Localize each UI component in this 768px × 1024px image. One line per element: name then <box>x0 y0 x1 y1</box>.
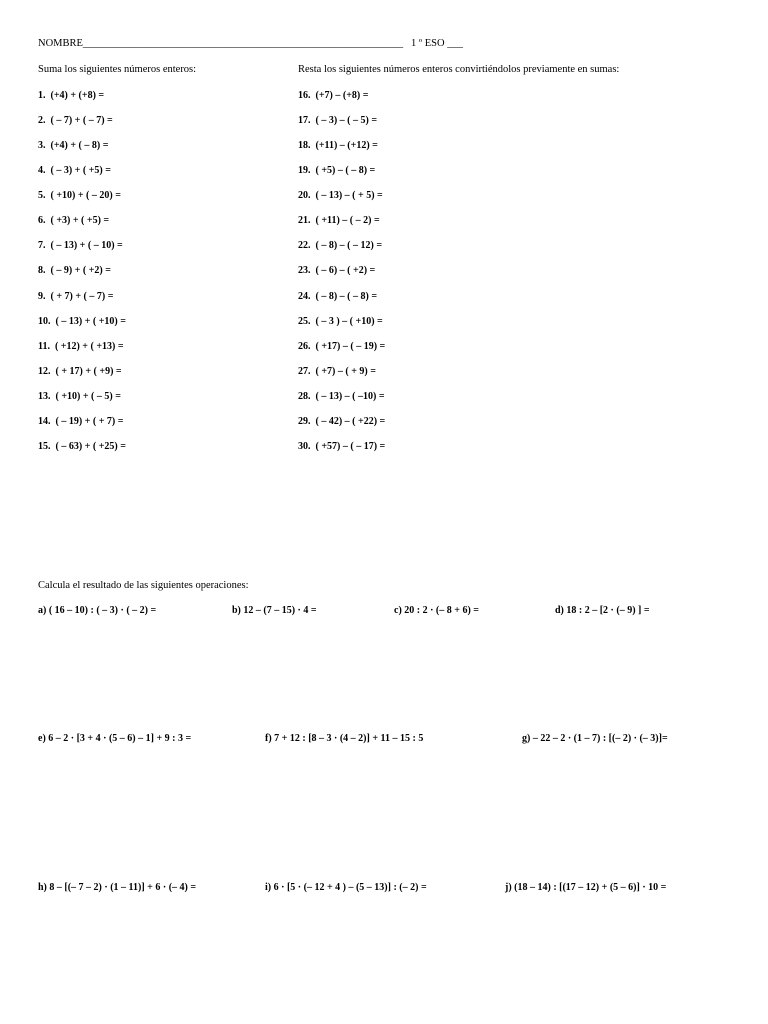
list-item: 24. ( – 8) – ( – 8) = <box>298 290 378 302</box>
exercise-b: b) 12 – (7 – 15) · 4 = <box>232 605 317 616</box>
list-item: 21. ( +11) – ( – 2) = <box>298 215 380 227</box>
student-name-line: NOMBRE_____________________________________________________________ <box>38 38 404 49</box>
list-item: 22. ( – 8) – ( – 12) = <box>298 240 383 252</box>
exercise-c: c) 20 : 2 · (– 8 + 6) = <box>394 605 479 616</box>
list-item: 16. (+7) – (+8) = <box>298 90 369 101</box>
list-item: 20. ( – 13) – ( + 5) = <box>298 190 383 202</box>
resta-list <box>298 90 385 466</box>
resta-instruction: Resta los siguientes números enteros convirtiéndolos previamente en sumas: <box>298 64 620 75</box>
list-item: 4. ( – 3) + ( +5) = <box>38 165 111 177</box>
list-item: 23. ( – 6) – ( +2) = <box>298 265 376 277</box>
list-item: 19. ( +5) – ( – 8) = <box>298 165 376 177</box>
list-item: 25. ( – 3 ) – ( +10) = <box>298 315 383 327</box>
suma-instruction: Suma los siguientes números enteros: <box>38 64 197 75</box>
list-item: 11. ( +12) + ( +13) = <box>38 340 124 352</box>
list-item: 2. ( – 7) + ( – 7) = <box>38 115 113 127</box>
operaciones-instruction: Calcula el resultado de las siguientes operaciones: <box>38 580 249 591</box>
list-item: 9. ( + 7) + ( – 7) = <box>38 290 114 302</box>
list-item: 3. (+4) + ( – 8) = <box>38 140 109 152</box>
list-item: 8. ( – 9) + ( +2) = <box>38 265 111 277</box>
list-item: 18. (+11) – (+12) = <box>298 140 378 152</box>
list-item: 1. (+4) + (+8) = <box>38 90 105 101</box>
suma-list <box>38 90 126 466</box>
list-item: 6. ( +3) + ( +5) = <box>38 215 110 227</box>
exercise-a: a) ( 16 – 10) : ( – 3) · ( – 2) = <box>38 605 157 616</box>
exercise-d: d) 18 : 2 – [2 · (– 9) ] = <box>555 605 650 616</box>
list-item: 28. ( – 13) – ( –10) = <box>298 390 385 402</box>
list-item: 27. ( +7) – ( + 9) = <box>298 365 376 377</box>
exercise-i: i) 6 · [5 · (– 12 + 4 ) – (5 – 13)] : (– 2) = <box>265 882 427 893</box>
list-item: 7. ( – 13) + ( – 10) = <box>38 240 123 252</box>
list-item: 30. ( +57) – ( – 17) = <box>298 440 386 452</box>
course-label: 1 º ESO ___ <box>411 38 463 49</box>
exercise-f: f) 7 + 12 : [8 – 3 · (4 – 2)] + 11 – 15 : 5 <box>265 733 424 744</box>
exercise-e: e) 6 – 2 · [3 + 4 · (5 – 6) – 1] + 9 : 3 = <box>38 733 192 744</box>
list-item: 12. ( + 17) + ( +9) = <box>38 365 122 377</box>
list-item: 5. ( +10) + ( – 20) = <box>38 190 121 202</box>
list-item: 29. ( – 42) – ( +22) = <box>298 415 386 427</box>
list-item: 15. ( – 63) + ( +25) = <box>38 440 126 452</box>
list-item: 10. ( – 13) + ( +10) = <box>38 315 126 327</box>
exercise-g: g) – 22 – 2 · (1 – 7) : [(– 2) · (– 3)]= <box>522 733 668 744</box>
exercise-h: h) 8 – [(– 7 – 2) · (1 – 11)] + 6 · (– 4) = <box>38 882 197 893</box>
exercise-j: j) (18 – 14) : [(17 – 12) + (5 – 6)] · 10 = <box>505 882 667 893</box>
list-item: 17. ( – 3) – ( – 5) = <box>298 115 378 127</box>
list-item: 14. ( – 19) + ( + 7) = <box>38 415 124 427</box>
list-item: 13. ( +10) + ( – 5) = <box>38 390 121 402</box>
list-item: 26. ( +17) – ( – 19) = <box>298 340 386 352</box>
